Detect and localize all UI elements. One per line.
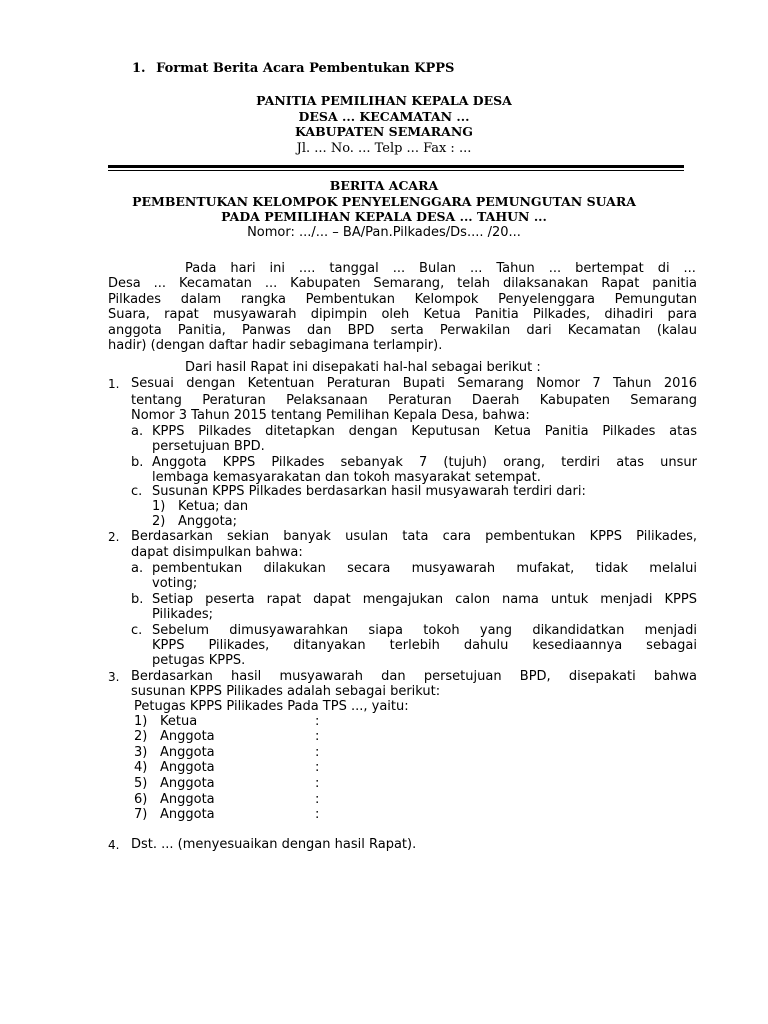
item-2b-line-1: Setiap peserta rapat dapat mengajukan calon nama untuk menjadi KPPS xyxy=(152,592,697,607)
item-2a-line-1: pembentukan dilakukan secara musyawarah mufakat, tidak melalui xyxy=(152,561,697,576)
roster-2-colon: : xyxy=(315,729,320,744)
item-1c-sub-1-text: Ketua; dan xyxy=(178,499,249,514)
opening-line-1 xyxy=(185,261,696,276)
agreement-line: Dari hasil Rapat ini disepakati hal-hal sebagai berikut : xyxy=(185,360,541,375)
item-4-text: Dst. ... (menyesuaikan dengan hasil Rapat). xyxy=(131,837,417,852)
roster-3-colon: : xyxy=(315,745,320,760)
item-1c-sub-1-number: 1) xyxy=(152,499,166,514)
opening-line-4: Suara, rapat musyawarah dipimpin oleh Ketua Panitia Pilkades, dihadiri para xyxy=(108,307,697,322)
item-1-number: 1. xyxy=(108,377,120,391)
opening-line-1-word: di xyxy=(657,261,670,276)
item-1a-line-2: persetujuan BPD. xyxy=(152,439,265,454)
item-1-line-3: Nomor 3 Tahun 2015 tentang Pemilihan Kepala Desa, bahwa: xyxy=(131,408,530,423)
roster-4-colon: : xyxy=(315,760,320,775)
opening-line-1-word: ... xyxy=(683,261,696,276)
roster-1-colon: : xyxy=(315,714,320,729)
item-2b-line-2: Pilikades; xyxy=(152,607,214,622)
roster-7-number: 7) xyxy=(134,807,148,822)
opening-line-1-word: bertempat xyxy=(575,261,644,276)
item-4-number: 4. xyxy=(108,838,120,852)
section-title: Format Berita Acara Pembentukan KPPS xyxy=(156,61,455,76)
item-2-number: 2. xyxy=(108,530,120,544)
item-2a-label: a. xyxy=(131,561,144,576)
opening-line-1-word: hari xyxy=(230,261,256,276)
item-1-line-1: Sesuai dengan Ketentuan Peraturan Bupati Semarang Nomor 7 Tahun 2016 xyxy=(131,376,697,391)
letterhead-line2: DESA ... KECAMATAN ... xyxy=(298,109,470,124)
roster-7-colon: : xyxy=(315,807,320,822)
opening-line-1-word: Tahun xyxy=(496,261,535,276)
opening-line-1-word: ... xyxy=(548,261,562,276)
roster-5-number: 5) xyxy=(134,776,148,791)
roster-1-number: 1) xyxy=(134,714,148,729)
opening-line-1-word: ... xyxy=(392,261,406,276)
opening-line-1-word: tanggal xyxy=(329,261,379,276)
opening-line-5: anggota Panitia, Panwas dan BPD serta Perwakilan dari Kecamatan (kalau xyxy=(108,323,697,338)
title-line1: BERITA ACARA xyxy=(329,178,439,193)
title-line2: PEMBENTUKAN KELOMPOK PENYELENGGARA PEMUNGUTAN SUARA xyxy=(132,194,636,209)
opening-line-1-word: Bulan xyxy=(419,261,457,276)
roster-2-number: 2) xyxy=(134,729,148,744)
roster-4-number: 4) xyxy=(134,760,148,775)
roster-5-role: Anggota xyxy=(160,776,215,791)
section-heading xyxy=(132,61,454,76)
item-2a-line-2: voting; xyxy=(152,576,198,591)
letterhead-rule-thin xyxy=(108,170,684,171)
roster-4-role: Anggota xyxy=(160,760,215,775)
item-2-line-1: Berdasarkan sekian banyak usulan tata cara pembentukan KPPS Pilikades, xyxy=(131,529,697,544)
item-2c-label: c. xyxy=(131,623,143,638)
item-2c-line-3: petugas KPPS. xyxy=(152,653,246,668)
item-1c-sub-2-text: Anggota; xyxy=(178,514,238,529)
nomor-line: Nomor: .../... – BA/Pan.Pilkades/Ds.... /20... xyxy=(247,225,521,240)
roster-6-colon: : xyxy=(315,792,320,807)
roster-2-role: Anggota xyxy=(160,729,215,744)
roster-3-number: 3) xyxy=(134,745,148,760)
opening-line-1-word: .... xyxy=(298,261,316,276)
item-2c-line-1: Sebelum dimusyawarahkan siapa tokoh yang dikandidatkan menjadi xyxy=(152,623,697,638)
item-1c-label: c. xyxy=(131,484,143,499)
opening-line-3: Pilkades dalam rangka Pembentukan Kelompok Penyelenggara Pemungutan xyxy=(108,292,697,307)
item-1-line-2: tentang Peraturan Pelaksanaan Peraturan Daerah Kabupaten Semarang xyxy=(131,393,697,408)
item-2b-label: b. xyxy=(131,592,144,607)
letterhead-line1: PANITIA PEMILIHAN KEPALA DESA xyxy=(256,93,512,108)
opening-line-6: hadir) (dengan daftar hadir sebagimana terlampir). xyxy=(108,338,443,353)
item-1b-line-1: Anggota KPPS Pilkades sebanyak 7 (tujuh) orang, terdiri atas unsur xyxy=(152,455,697,470)
roster-5-colon: : xyxy=(315,776,320,791)
item-1c-sub-2-number: 2) xyxy=(152,514,166,529)
section-number: 1. xyxy=(132,61,146,76)
opening-line-2: Desa ... Kecamatan ... Kabupaten Semarang, telah dilaksanakan Rapat panitia xyxy=(108,276,697,291)
letterhead-line3: KABUPATEN SEMARANG xyxy=(295,124,473,139)
opening-line-1-word: ini xyxy=(269,261,285,276)
item-3-petugas: Petugas KPPS Pilikades Pada TPS ..., yaitu: xyxy=(134,699,409,714)
opening-line-1-word: ... xyxy=(469,261,483,276)
letterhead-address: Jl. ... No. ... Telp ... Fax : ... xyxy=(296,141,472,156)
item-1b-line-2: lembaga kemasyarakatan dan tokoh masyarakat setempat. xyxy=(152,470,541,485)
roster-1-role: Ketua xyxy=(160,714,198,729)
item-1a-label: a. xyxy=(131,424,144,439)
opening-line-1-word: Pada xyxy=(185,261,217,276)
item-3-line-1: Berdasarkan hasil musyawarah dan persetujuan BPD, disepakati bahwa xyxy=(131,669,697,684)
item-3-number: 3. xyxy=(108,670,120,684)
roster-7-role: Anggota xyxy=(160,807,215,822)
item-1c-text: Susunan KPPS Pilkades berdasarkan hasil musyawarah terdiri dari: xyxy=(152,484,586,499)
item-1a-line-1: KPPS Pilkades ditetapkan dengan Keputusan Ketua Panitia Pilkades atas xyxy=(152,424,697,439)
item-3-line-2: susunan KPPS Pilikades adalah sebagai berikut: xyxy=(131,684,441,699)
roster-6-role: Anggota xyxy=(160,792,215,807)
item-2c-line-2: KPPS Pilikades, ditanyakan terlebih dahulu kesediaannya sebagai xyxy=(152,638,697,653)
letterhead-rule-thick xyxy=(108,165,684,168)
roster-6-number: 6) xyxy=(134,792,148,807)
item-1b-label: b. xyxy=(131,455,144,470)
item-2-line-2: dapat disimpulkan bahwa: xyxy=(131,545,303,560)
roster-3-role: Anggota xyxy=(160,745,215,760)
title-line3: PADA PEMILIHAN KEPALA DESA ... TAHUN ... xyxy=(221,209,547,224)
